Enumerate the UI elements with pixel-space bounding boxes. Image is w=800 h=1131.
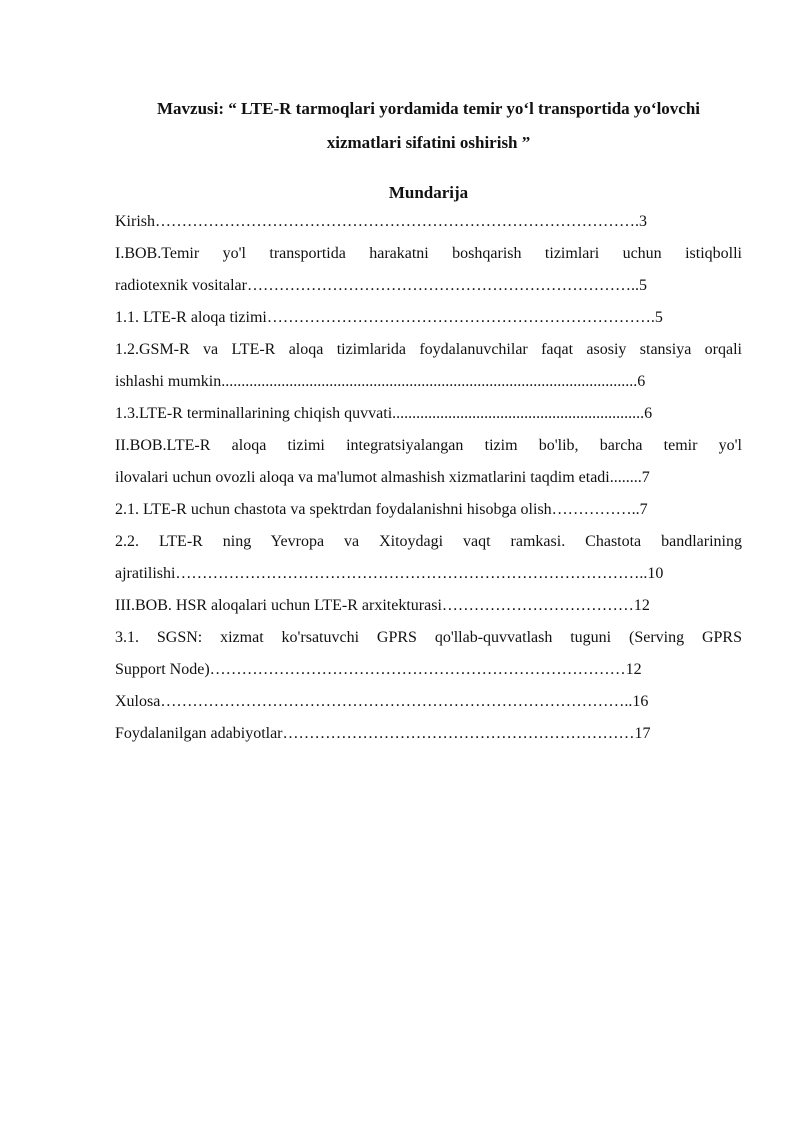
toc-entry-text: 2.2. LTE-R ning Yevropa va Xitoydagi vaqt ramkasi. Chastota bandlarining (115, 533, 742, 550)
toc-entry-text: 2.1. LTE-R uchun chastota va spektrdan foydalanishni hisobga olish……………..7 (115, 501, 648, 518)
toc-entry-1-1 (115, 302, 742, 334)
toc-entry-1-3 (115, 398, 742, 430)
toc-entry-text: radiotexnik vositalar………………………………………………………………..5 (115, 277, 647, 294)
toc-entry-text: 1.1. LTE-R aloqa tizimi……………………………………………………………….5 (115, 309, 663, 326)
toc-entry-text: Kirish……………………………………………………………………………….3 (115, 213, 647, 230)
toc-entry-text: ishlashi mumkin........................................................................................................6 (115, 373, 646, 390)
toc-entry-text: 1.3.LTE-R terminallarining chiqish quvvati...............................................................6 (115, 405, 653, 422)
toc-entry-chapter-2 (115, 430, 742, 494)
toc-entry-text: I.BOB.Temir yo'l transportida harakatni boshqarish tizimlari uchun istiqbolli (115, 245, 742, 262)
toc-entry-2-1 (115, 494, 742, 526)
toc-entry-1-2 (115, 334, 742, 398)
table-of-contents (115, 206, 742, 750)
toc-entry-introduction (115, 206, 742, 238)
document-title-line-1: Mavzusi: “ LTE-R tarmoqlari yordamida temir yo‘l transportida yo‘lovchi (156, 99, 701, 118)
toc-entry-text: ajratilishi……………………………………………………………………………..10 (115, 565, 664, 582)
toc-entry-conclusion (115, 686, 742, 718)
toc-entry-text: 1.2.GSM-R va LTE-R aloqa tizimlarida foydalanuvchilar faqat asosiy stansiya orqali (115, 341, 742, 358)
toc-entry-text: Xulosa……………………………………………………………………………..16 (115, 693, 649, 710)
toc-entry-references (115, 718, 742, 750)
toc-entry-text: Foydalanilgan adabiyotlar…………………………………………………………17 (115, 725, 651, 742)
toc-entry-text: II.BOB.LTE-R aloqa tizimi integratsiyalangan tizim bo'lib, barcha temir yo'l (115, 437, 742, 454)
document-page (115, 92, 742, 750)
toc-entry-2-2 (115, 526, 742, 590)
contents-heading: Mundarija (388, 183, 469, 202)
document-title-line-2: xizmatlari sifatini oshirish ” (326, 133, 531, 152)
toc-entry-text: ilovalari uchun ovozli aloqa va ma'lumot almashish xizmatlarini taqdim etadi........7 (115, 469, 650, 486)
toc-entry-text: III.BOB. HSR aloqalari uchun LTE-R arxitekturasi………………………………12 (115, 597, 650, 614)
toc-entry-chapter-3 (115, 590, 742, 622)
toc-entry-chapter-1 (115, 238, 742, 302)
toc-entry-text: Support Node)……………………………………………………………………12 (115, 661, 642, 678)
toc-entry-text: 3.1. SGSN: xizmat ko'rsatuvchi GPRS qo'llab-quvvatlash tuguni (Serving GPRS (115, 629, 742, 646)
toc-entry-3-1 (115, 622, 742, 686)
